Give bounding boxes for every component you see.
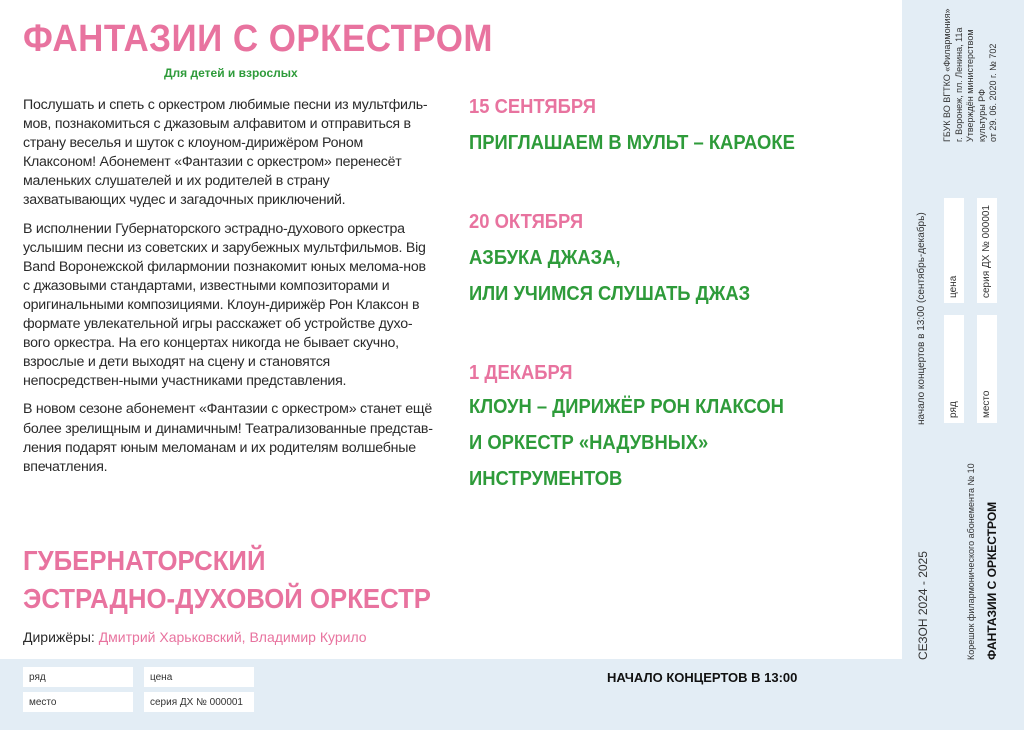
seat-stub-label: место (981, 390, 992, 418)
event-title: ИНСТРУМЕНТОВ (469, 468, 623, 490)
ticket-stub (902, 0, 1024, 730)
conductors (23, 629, 367, 645)
event-2 (469, 211, 775, 312)
event-title: ПРИГЛАШАЕМ В МУЛЬТ – КАРАОКЕ (469, 132, 795, 154)
event-date: 1 ДЕКАБРЯ (469, 362, 573, 384)
start-time: НАЧАЛО КОНЦЕРТОВ В 13:00 (607, 670, 798, 685)
org-line: ГБУК ВО ВГТКО «Филармония» (942, 8, 952, 142)
org-line: культуры РФ (976, 89, 987, 142)
stub-title: ФАНТАЗИИ С ОРКЕСТРОМ (985, 501, 999, 660)
row-stub-label: ряд (948, 401, 959, 418)
stub-label: Корешок филармонического абонемента № 10 (966, 463, 976, 660)
conductors-names: Дмитрий Харьковский, Владимир Курило (98, 629, 367, 645)
page-subtitle: Для детей и взрослых (164, 66, 298, 80)
paragraph: Послушать и спеть с оркестром любимые песни из мультфиль-мов, познакомиться с джазовым алфавитом и отправиться в страну веселья и шуток с клоуном-дирижёром Роном Клаксоном! Абонемент «Фантазии с оркестром» перенесёт маленьких слушателей и их родителей в страну захватывающих чудес и загадочных приключений. (23, 97, 428, 209)
org-info (942, 9, 1000, 142)
org-line: от 29. 06. 2020 г. № 702 (988, 43, 998, 142)
event-title: КЛОУН – ДИРИЖЁР РОН КЛАКСОН (469, 396, 784, 418)
org-line: г. Воронеж, пл. Ленина, 11а (953, 27, 964, 142)
price-stub-label: цена (948, 275, 959, 298)
start-note: начало концертов в 13:00 (сентябрь-декабрь) (916, 212, 927, 425)
event-date: 15 СЕНТЯБРЯ (469, 96, 596, 118)
ticket-strip (0, 659, 902, 730)
org-line: Утверждён министерством (965, 29, 975, 142)
paragraph: В исполнении Губернаторского эстрадно-духового оркестра услышим песни из советских и зарубежных мультфильмов. Big Band Воронежской филармонии познакомит юных мелома-нов с джазовыми стандартами, известными композиторами и оригинальными композициями. Клоун-дирижёр Рон Клаксон в формате увлекательной игры расскажет об устройстве духо-вого оркестра. На его концертах никогда не бывает скучно, взрослые и дети выходят на сцену и становятся непосредствен-ными участниками представления. (23, 220, 426, 390)
orchestra-line: ГУБЕРНАТОРСКИЙ (23, 545, 266, 576)
description-text (23, 96, 433, 486)
orchestra-line: ЭСТРАДНО-ДУХОВОЙ ОРКЕСТР (23, 583, 431, 614)
event-title: АЗБУКА ДЖАЗА, (469, 247, 621, 269)
event-title: И ОРКЕСТР «НАДУВНЫХ» (469, 432, 709, 454)
page-title: ФАНТАЗИИ С ОРКЕСТРОМ (23, 18, 493, 60)
paragraph: В новом сезоне абонемент «Фантазии с оркестром» станет ещё более зрелищным и динамичным! Театрализованные представ-ления подарят юным меломанам и их родителям волшебные впечатления. (23, 401, 433, 475)
event-title: ИЛИ УЧИМСЯ СЛУШАТЬ ДЖАЗ (469, 283, 751, 305)
series-field[interactable]: серия ДХ № 000001 (144, 692, 254, 712)
price-field[interactable]: цена (144, 667, 254, 687)
season-label: СЕЗОН 2024 - 2025 (916, 551, 930, 660)
conductors-label: Дирижёры: (23, 629, 95, 645)
event-date: 20 ОКТЯБРЯ (469, 211, 584, 233)
series-stub-label: серия ДХ № 000001 (981, 205, 992, 298)
orchestra-heading (23, 542, 431, 618)
row-field[interactable]: ряд (23, 667, 133, 687)
event-1 (469, 96, 823, 161)
seat-field[interactable]: место (23, 692, 133, 712)
event-3 (469, 362, 811, 497)
